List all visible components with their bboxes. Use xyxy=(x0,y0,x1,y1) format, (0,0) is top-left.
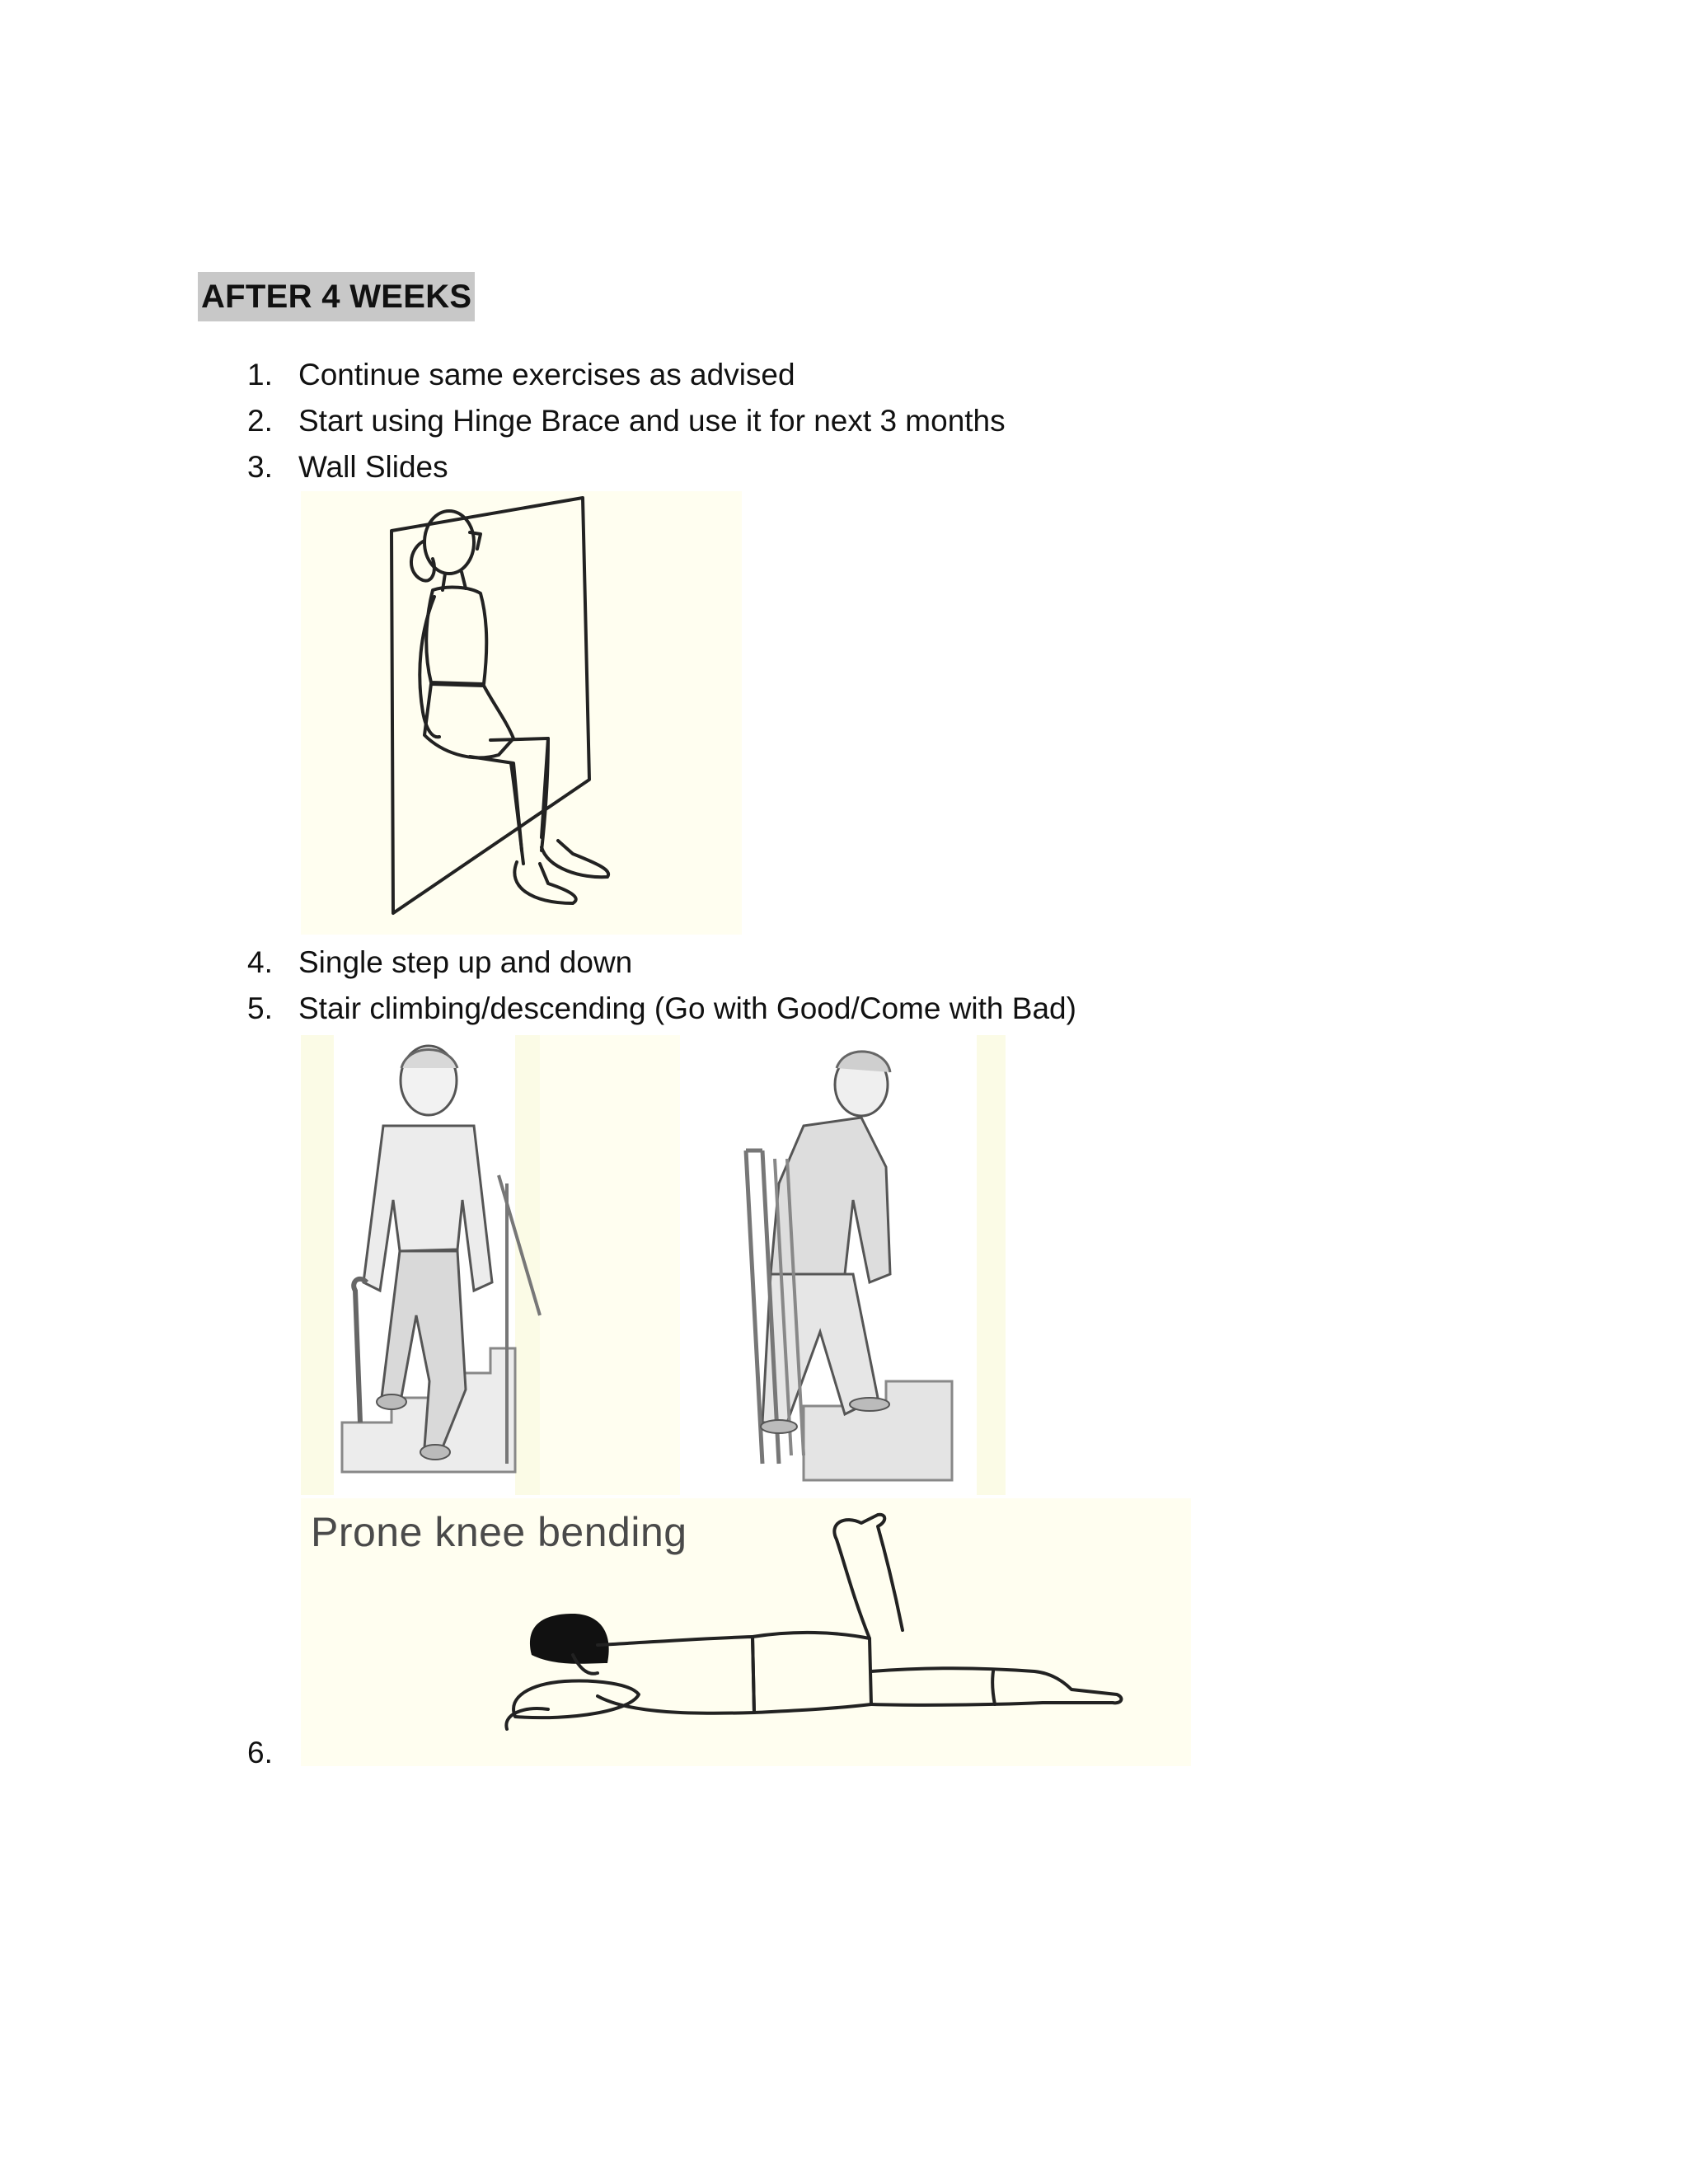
stairs-cane-illustration xyxy=(301,1035,680,1495)
list-item-text: Stair climbing/descending (Go with Good/Come with Bad) xyxy=(298,991,1076,1025)
list-item xyxy=(247,1732,298,1774)
list-item-number: 6. xyxy=(247,1736,273,1769)
section-heading: AFTER 4 WEEKS xyxy=(198,272,475,321)
list-item xyxy=(247,447,448,488)
list-item-number: 2. xyxy=(247,404,273,438)
list-item xyxy=(247,401,1006,442)
list-item-text: Start using Hinge Brace and use it for next 3 months xyxy=(298,404,1006,438)
wall-slide-figure-icon xyxy=(301,491,742,935)
list-item-number: 4. xyxy=(247,945,273,979)
stairs-crutches-illustration xyxy=(680,1035,1006,1495)
list-item-number: 5. xyxy=(247,991,273,1025)
list-item-text: Single step up and down xyxy=(298,945,633,979)
list-item-number: 3. xyxy=(247,450,273,484)
prone-knee-bending-figure-icon xyxy=(301,1498,1191,1766)
list-item-number: 1. xyxy=(247,358,273,391)
list-item-text: Wall Slides xyxy=(298,450,448,484)
wall-slide-illustration xyxy=(301,491,742,935)
list-item xyxy=(247,354,795,396)
list-item xyxy=(247,942,632,983)
man-with-cane-descending-stairs-icon xyxy=(301,1035,680,1495)
prone-knee-bending-illustration xyxy=(301,1498,1191,1766)
woman-with-crutches-climbing-step-icon xyxy=(680,1035,1006,1495)
list-item xyxy=(247,988,1076,1029)
illustration-label: Prone knee bending xyxy=(311,1509,687,1555)
list-item-text: Continue same exercises as advised xyxy=(298,358,795,391)
